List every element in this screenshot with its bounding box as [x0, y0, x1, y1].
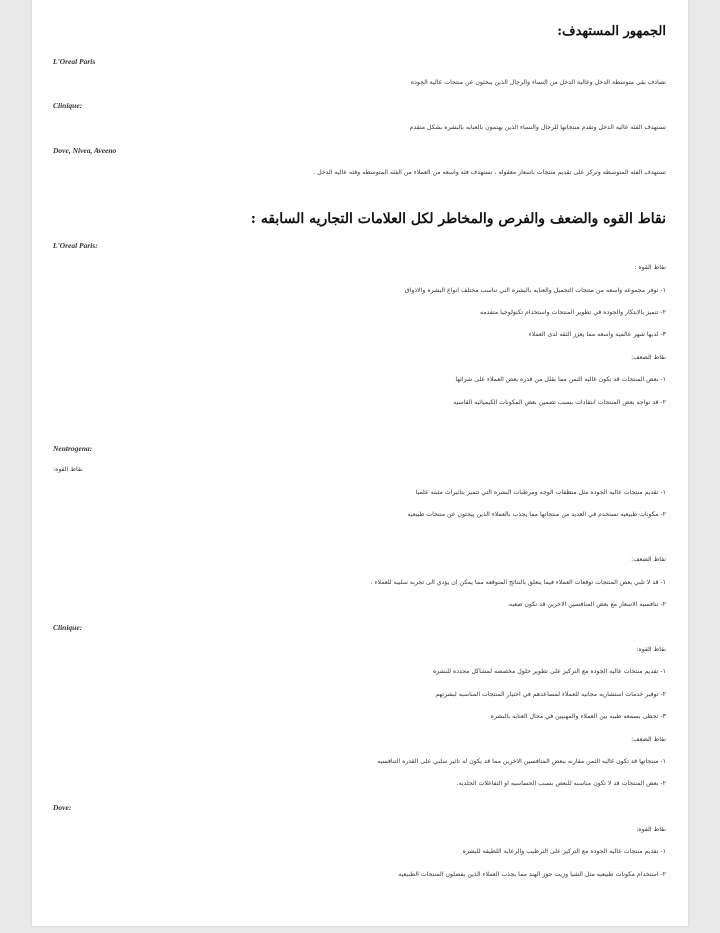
loreal-strength-3: ٣- لديها شهر عالميه واسعه مما يعزز الثقه لدى العملاء [528, 331, 666, 338]
clinique-weakness-1: ١- منتجاتها قد تكون غاليه الثمن مقارنه ببعض المنافسين الاخرين مما قد يكون له تاثير سلبي على القدره التنافسيه [377, 758, 666, 765]
neutrogena-strength-2: ٢- مكونات طبيعيه تستخدم في العديد من منتجاتها مما يجذب بالعملاء الذين يبحثون عن منتجات طبيعيه [407, 511, 666, 518]
audience-clinique-text: تستهدف الفئه عاليه الدخل وتقدم منتجاتها للرجال والنساء الذين يهتمون بالعنايه بالبشره بشكل متقدم [409, 124, 666, 131]
swot-dove-name: Dove: [53, 803, 72, 812]
clinique-weakness-2: ٢- بعض المنتجات قد لا تكون مناسبه للبعض بسبب الحساسيه او التفاعلات الجلديه. [456, 780, 666, 787]
clinique-strength-3: ٣- تحظى بسمعه طيبه بين العملاء والمهنيين في مجال العنايه بالبشره [490, 713, 666, 720]
audience-dove-text: تستهدف الفئه المتوسطه وتركز على تقديم منتجات باسعار معقوله ، تستهدف فئه واسعه من العملاء من الفئه المتوسطه وفئه عاليه الدخل . [313, 169, 666, 176]
loreal-strength-1: ١- توفر مجموعه واسعه من منتجات التجميل والعنايه بالبشره التي تناسب مختلف انواع البشره والاذواق [404, 287, 666, 294]
swot-loreal-name: L'Oreal Paris: [53, 241, 98, 250]
neutrogena-weakness-2: ٢- تنافسيه الاسعار مع بعض المنافسين الاخرين قد تكون صعبه. [507, 601, 666, 608]
audience-clinique-name: Clinique: [53, 101, 83, 110]
loreal-weakness-1: ١- بعض المنتجات قد تكون غاليه الثمن مما يقلل من قدره بعض العملاء على شرائها [455, 376, 666, 383]
swot-clinique-name: Clinique: [53, 623, 83, 632]
dove-strength-1: ١- تقديم منتجات عاليه الجوده مع التركيز على الترطيب والرعايه اللطيفه للبشره [462, 848, 666, 855]
document-page [32, 0, 688, 926]
neutrogena-strength-1: ١- تقديم منتجات عاليه الجوده مثل منظفات الوجه ومرطبات البشره التي تتميز بتاثيرات مثبته علميا [415, 489, 666, 496]
dove-strengths-label: نقاط القوه: [636, 826, 666, 833]
clinique-weaknesses-label: نقاط الضعف: [631, 736, 666, 743]
loreal-strength-2: ٢- تتميز بالابتكار والجوده في تطوير المنتجات واستخدام تكنولوجيا متقدمه [480, 309, 666, 316]
audience-title: الجمهور المستهدف: [557, 24, 666, 39]
loreal-weakness-2: ٢- قد تواجه بعض المنتجات انتقادات بسبب تضمين بعض المكونات الكيميائيه القاسيه [453, 399, 666, 406]
neutrogena-weaknesses-label: نقاط الضعف: [631, 556, 666, 563]
loreal-strengths-label: نقاط القوه : [634, 264, 666, 271]
swot-neutrogena-name: Neutrogena: [53, 444, 93, 453]
neutrogena-strengths-label: نقاط القوه: [53, 466, 83, 473]
clinique-strengths-label: نقاط القوه: [636, 646, 666, 653]
clinique-strength-1: ١- تقديم منتجات عاليه الجوده مع التركيز على تطوير حلول مخصصه لمشاكل محدده للبشره [433, 668, 666, 675]
audience-loreal-text: تصادف بقى متوسطة الدخل وعالية الدخل من النساء والرجال الذين يبحثون عن منتجات عالية الجوده [410, 79, 666, 86]
audience-loreal-name: L'Oreal Paris [53, 57, 96, 66]
clinique-strength-2: ٢- توفير خدمات استشاريه مجانيه للعملاء لمساعدهم في اختيار المنتجات المناسبه لبشرتهم [435, 691, 666, 698]
swot-title: نقاط القوه والضعف والفرص والمخاطر لكل العلامات التجاريه السابقه : [250, 211, 666, 227]
dove-strength-2: ٢- استخدام مكونات طبيعيه مثل الشيا وزيت جوز الهند مما يجذب العملاء الذين يفضلون المنتجات الطبيعيه [398, 871, 666, 878]
loreal-weaknesses-label: نقاط الضعف: [631, 354, 666, 361]
neutrogena-weakness-1: ١- قد لا تلبي بعض المنتجات توقعات العملاء فيما يتعلق بالنتائج المتوقعه مما يمكن ان يؤدي الى تجربه سلبيه للعملاء . [370, 579, 666, 586]
audience-dove-name: Dove, Nivea, Aveeno [53, 146, 117, 155]
